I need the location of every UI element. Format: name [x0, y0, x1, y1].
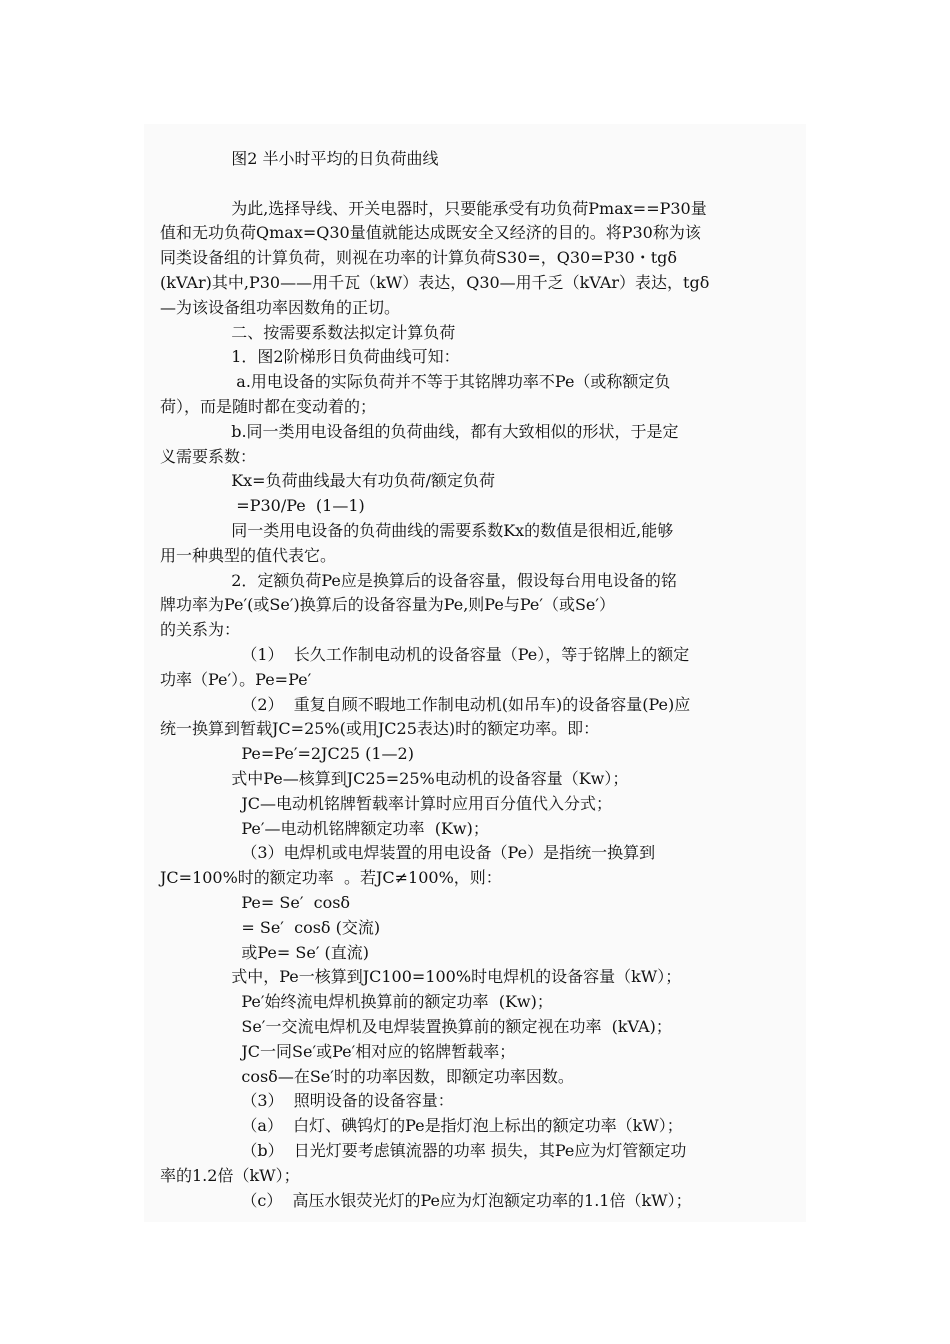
- text-line: 率的1.2倍（kW）；: [160, 1165, 300, 1185]
- text-line: （3）电焊机或电焊装置的用电设备（Pe）是指统一换算到: [160, 843, 656, 863]
- text-line: JC=100%时的额定功率 。若JC≠100%，则：: [160, 868, 502, 888]
- text-line: (kVAr)其中,P30——用千瓦（kW）表达，Q30—用千乏（kVAr）表达，tgδ: [160, 273, 710, 292]
- text-line: b.同一类用电设备组的负荷曲线，都有大致相似的形状，于是定: [160, 421, 679, 441]
- text-line: cosδ—在Se′时的功率因数，即额定功率因数。: [160, 1066, 574, 1086]
- text-line: 的关系为：: [160, 620, 241, 640]
- text-line: 同一类用电设备的负荷曲线的需要系数Kx的数值是很相近,能够: [160, 521, 674, 540]
- text-line: =P30/Pe (1—1): [160, 496, 365, 516]
- text-line: 或Pe= Se′ (直流): [160, 942, 370, 962]
- text-line: （1） 长久工作制电动机的设备容量（Pe），等于铭牌上的额定: [160, 645, 690, 664]
- text-line: Pe=Pe′=2JC25 (1—2): [160, 744, 414, 764]
- text-line: = Se′ cosδ (交流): [160, 917, 381, 937]
- text-line: 同类设备组的计算负荷，则视在功率的计算负荷S30=，Q30=P30・tgδ: [160, 248, 678, 268]
- text-line: 2．定额负荷Pe应是换算后的设备容量，假设每台用电设备的铭: [160, 570, 677, 590]
- text-line: （3） 照明设备的设备容量：: [160, 1091, 454, 1111]
- text-line: 式中Pe—核算到JC25=25%电动机的设备容量（Kw）；: [160, 769, 629, 788]
- text-line: JC一同Se′或Pe′相对应的铭牌暂载率；: [160, 1041, 516, 1061]
- text-line: 荷），而是随时都在变动着的；: [160, 397, 377, 416]
- text-line: Kx=负荷曲线最大有功负荷/额定负荷: [160, 471, 495, 491]
- text-line: （2） 重复自顾不暇地工作制电动机(如吊车)的设备容量(Pe)应: [160, 694, 691, 714]
- text-line: JC—电动机铭牌暂载率计算时应用百分值代入分式；: [160, 793, 613, 813]
- text-line: Se′一交流电焊机及电焊装置换算前的额定视在功率 (kVA)；: [160, 1017, 672, 1036]
- document-body: [144, 124, 806, 1222]
- text-line: a.用电设备的实际负荷并不等于其铭牌功率不Pe（或称额定负: [160, 372, 671, 392]
- text-line: Pe′—电动机铭牌额定功率 (Kw)；: [160, 818, 489, 838]
- text-line: （c） 高压水银荧光灯的Pe应为灯泡额定功率的1.1倍（kW）；: [160, 1190, 692, 1210]
- figure-caption: 图2 半小时平均的日负荷曲线: [160, 149, 439, 168]
- text-line: 牌功率为Pe′(或Se′)换算后的设备容量为Pe,则Pe与Pe′（或Se′）: [160, 595, 616, 615]
- text-line: 义需要系数：: [160, 446, 257, 466]
- text-line: Pe= Se′ cosδ: [160, 893, 351, 912]
- text-line: （a） 白灯、碘钨灯的Pe是指灯泡上标出的额定功率（kW）；: [160, 1116, 683, 1136]
- text-line: —为该设备组功率因数角的正切。: [160, 297, 401, 317]
- text-line: 二、按需要系数法拟定计算负荷: [160, 322, 456, 342]
- text-line: 1．图2阶梯形日负荷曲线可知：: [160, 347, 460, 367]
- text-line: Pe′始终流电焊机换算前的额定功率 (Kw)；: [160, 992, 553, 1012]
- text-line: 为此,选择导线、开关电器时，只要能承受有功负荷Pmax==P30量: [160, 198, 707, 218]
- text-line: 功率（Pe′）。Pe=Pe′: [160, 669, 312, 689]
- text-line: 统一换算到暂载JC=25%(或用JC25表达)时的额定功率。即：: [160, 719, 600, 739]
- text-line: 值和无功负荷Qmax=Q30量值就能达成既安全又经济的目的。将P30称为该: [160, 223, 701, 243]
- text-line: 用一种典型的值代表它。: [160, 545, 337, 565]
- text-line: 式中，Pe一核算到JC100=100%时电焊机的设备容量（kW）；: [160, 967, 682, 987]
- text-line: （b） 日光灯要考虑镇流器的功率 损失，其Pe应为灯管额定功: [160, 1141, 687, 1160]
